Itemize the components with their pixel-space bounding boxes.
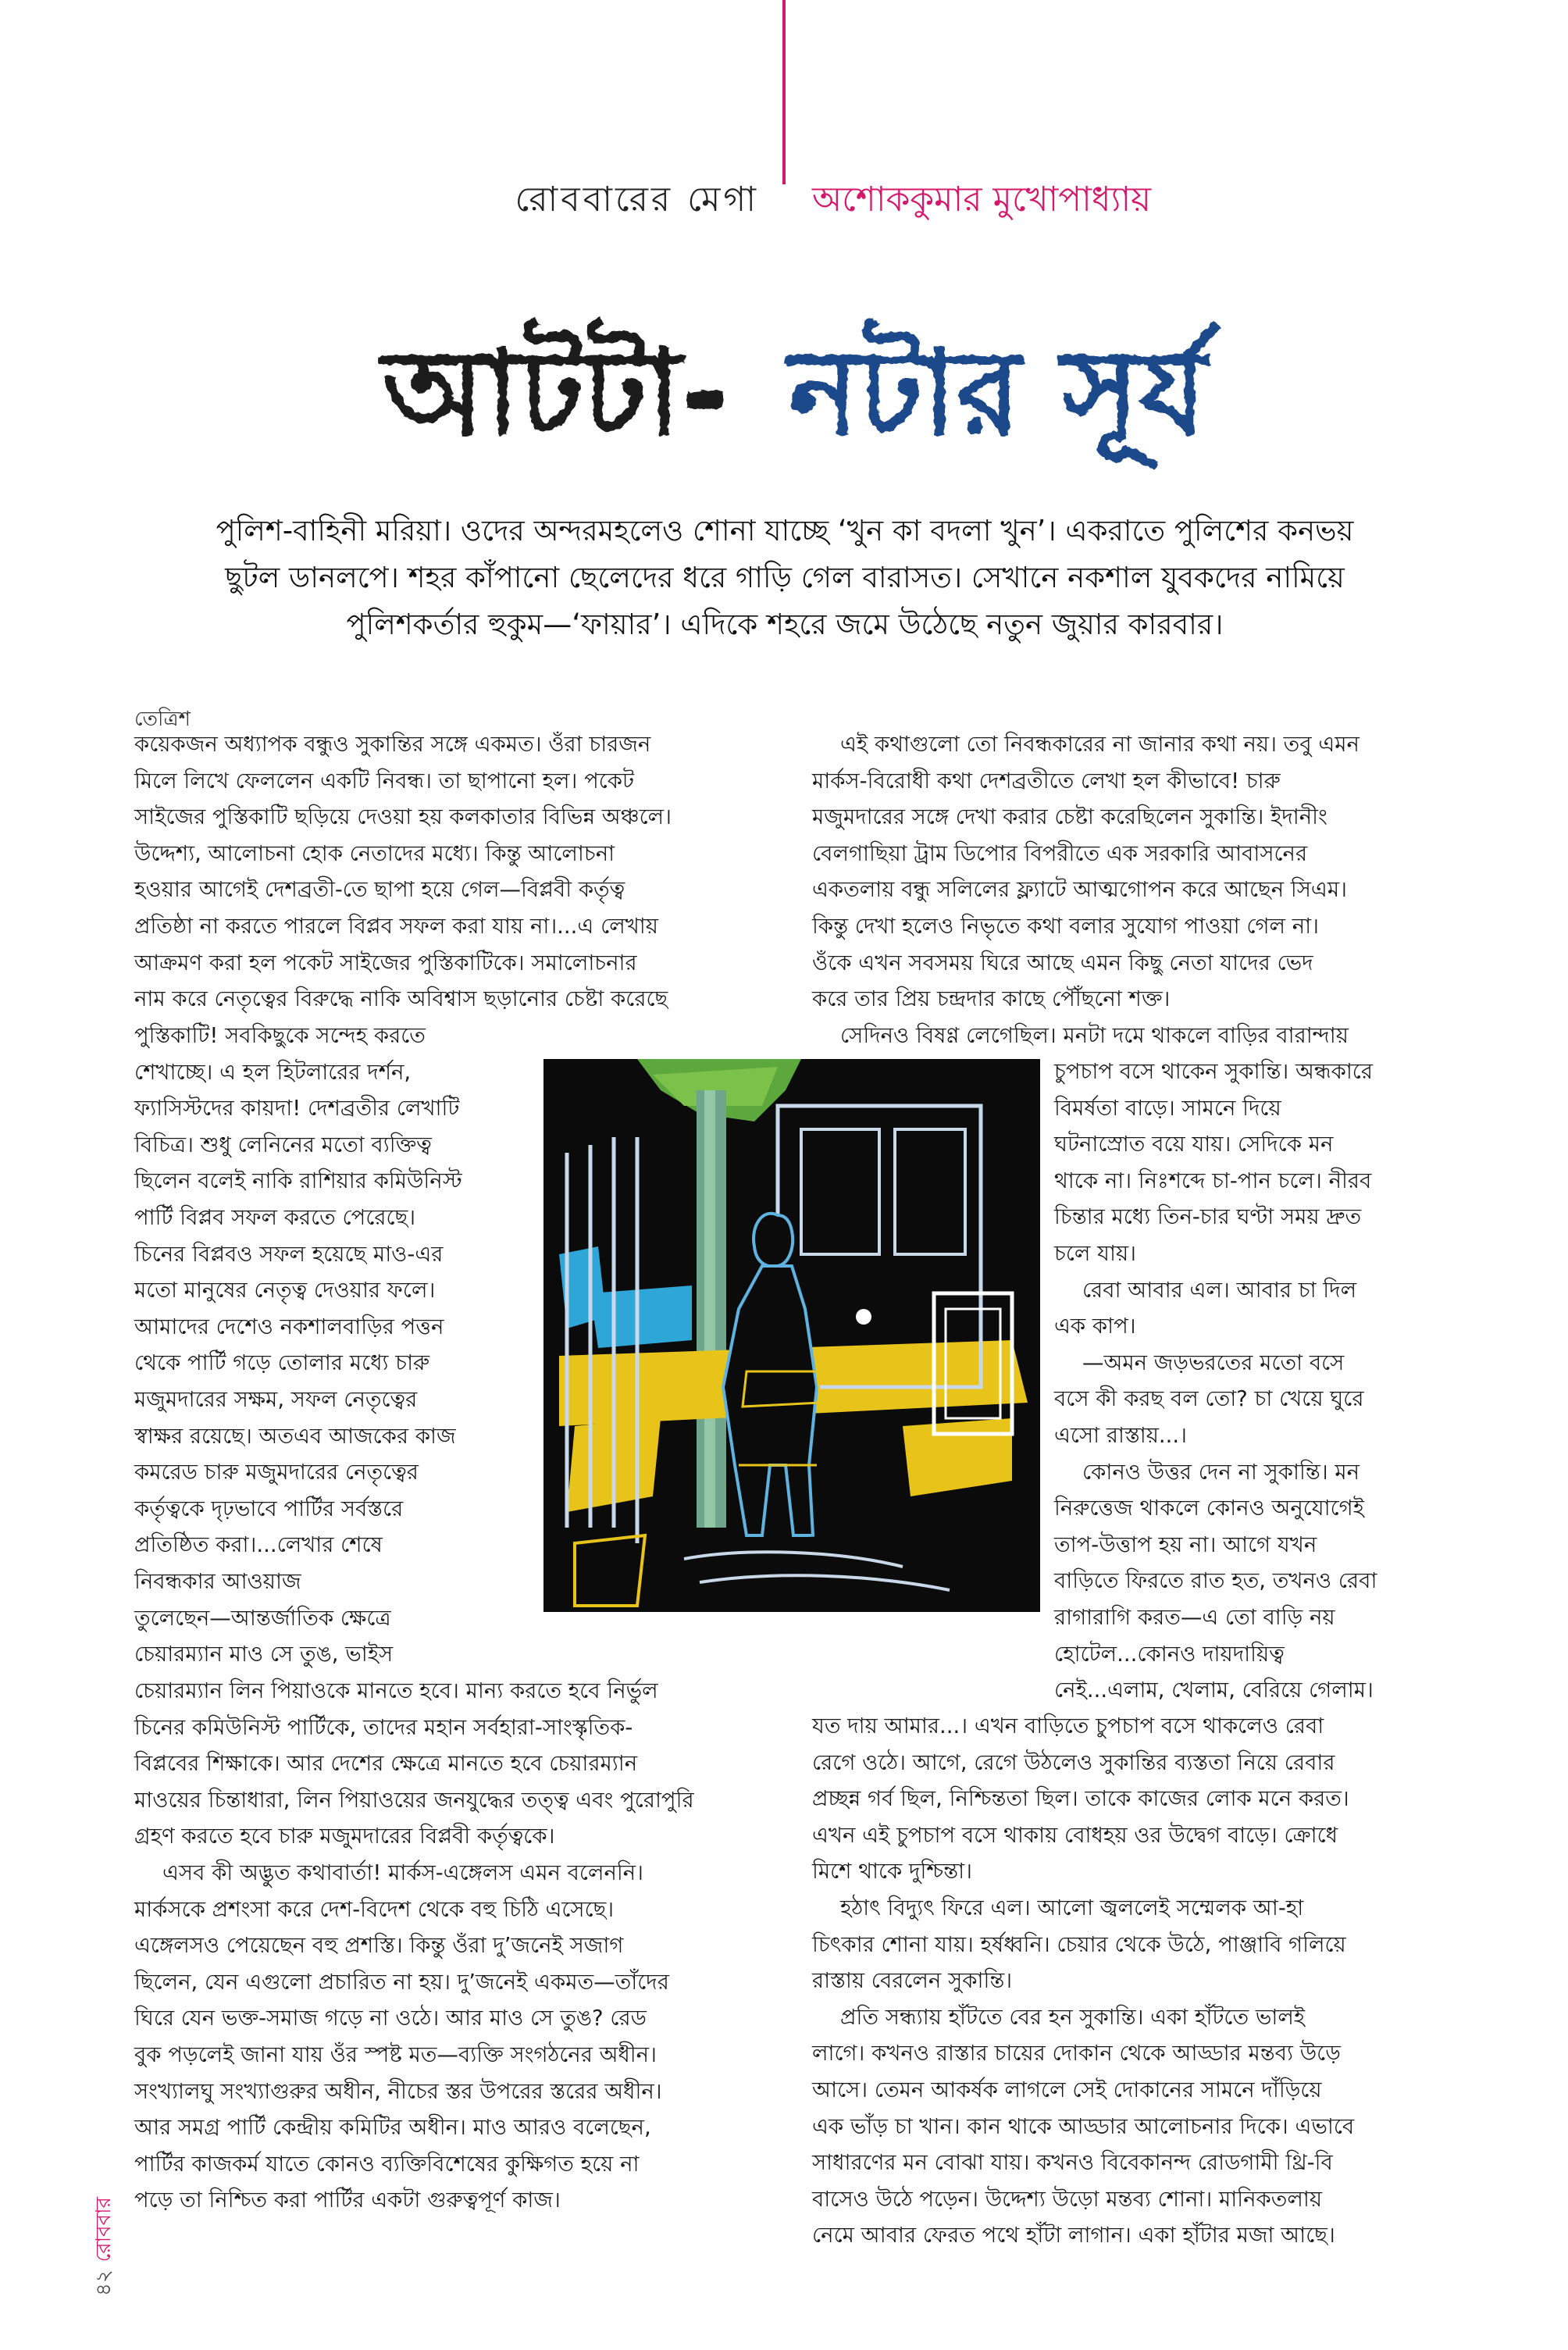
body-line: সংখ্যালঘু সংখ্যাগুরুর অধীন, নীচের স্তর উপরের স্তরের অধীন। [134,2078,662,2104]
body-line: সাইজের পুস্তিকাটি ছড়িয়ে দেওয়া হয় কলকাতার বিভিন্ন অঞ্চলে। [134,804,672,830]
body-line: চলে যায়। [1054,1240,1136,1266]
body-line: পার্টি বিপ্লব সফল করতে পেরেছে। [134,1204,416,1230]
body-line: বিপ্লবের শিক্ষাকে। আর দেশের ক্ষেত্রে মানতে হবে চেয়ারম্যান [134,1751,638,1777]
body-line: গ্রহণ করতে হবে চারু মজুমদারের বিপ্লবী কর্তৃত্বকে। [134,1824,555,1849]
body-line: মজুমদারের সঙ্গে দেখা করার চেষ্টা করেছিলেন সুকান্তি। ইদানীং [812,804,1327,830]
page-number: ৪২ [92,2270,116,2296]
body-line: নেই...এলাম, খেলাম, বেরিয়ে গেলাম। [1054,1678,1374,1703]
body-line: হওয়ার আগেই দেশব্রতী-তে ছাপা হয়ে গেল—বিপ্লবী কর্তৃত্ব [134,877,625,903]
body-line: পুস্তিকাটি! সবকিছুকে সন্দেহ করতে [134,1023,426,1048]
body-line: যত দায় আমার...। এখন বাড়িতে চুপচাপ বসে থাকলেও রেবা [812,1713,1324,1738]
body-line: নিবন্ধকার আওয়াজ [134,1568,301,1594]
title-part-2: নটার সূর্য [789,326,1206,462]
body-line: বেলগাছিয়া ট্রাম ডিপোর বিপরীতে এক সরকারি আবাসনের [812,840,1308,866]
intro-standfirst [117,508,1452,648]
right-column-narrow [1054,1054,1445,1709]
body-line: ঘিরে যেন ভক্ত-সমাজ গড়ে না ওঠে। আর মাও সে তুঙ? রেড [134,2006,647,2031]
body-line: মিশে থাকে দুশ্চিন্তা। [812,1859,972,1885]
body-line: চিন্তার মধ্যে তিন-চার ঘণ্টা সময় দ্রুত [1054,1204,1362,1230]
body-line: নাম করে নেতৃত্বের বিরুদ্ধে নাকি অবিশ্বাস ছড়ানোর চেষ্টা করেছে [134,986,668,1012]
body-line: লাগে। কখনও রাস্তার চায়ের দোকান থেকে আড্ডার মন্তব্য উড়ে [812,2041,1341,2067]
body-line: মজুমদারের সক্ষম, সফল নেতৃত্বের [134,1386,418,1412]
magazine-name: রোববার [92,2197,116,2263]
body-line: নিরুত্তেজ থাকলে কোনও অনুযোগেই [1054,1496,1364,1521]
body-line: এসো রাস্তায়...। [1054,1422,1187,1448]
story-illustration [543,1059,1040,1612]
body-line: কোনও উত্তর দেন না সুকান্তি। মন [1082,1459,1360,1485]
body-line: মার্কসকে প্রশংসা করে দেশ-বিদেশ থেকে বহু চিঠি এসেছে। [134,1896,615,1922]
left-column-bottom [134,1673,759,2219]
intro-line: পুলিশকর্তার হুকুম—‘ফায়ার’। এদিকে শহরে জমে উঠেছে নতুন জুয়ার কারবার। [346,608,1224,641]
body-line: —অমন জড়ভরতের মতো বসে [1082,1350,1345,1375]
right-column-bottom [812,1708,1437,2254]
body-line: বাসেও উঠে পড়েন। উদ্দেশ্য উড়ো মন্তব্য শোনা। মানিকতলায় [812,2186,1323,2212]
body-line: পড়ে তা নিশ্চিত করা পার্টির একটা গুরুত্বপূর্ণ কাজ। [134,2188,561,2213]
body-line: ওঁকে এখন সবসময় ঘিরে আছে এমন কিছু নেতা যাদের ভেদ [812,950,1313,975]
body-line: মাওয়ের চিন্তাধারা, লিন পিয়াওয়ের জনযুদ্ধের তত্ত্ব এবং পুরোপুরি [134,1787,694,1813]
body-line: কর্তৃত্বকে দৃঢ়ভাবে পার্টির সর্বস্তরে [134,1496,404,1521]
body-line: বিচিত্র। শুধু লেনিনের মতো ব্যক্তিত্ব [134,1132,432,1157]
body-line: সাধারণের মন বোঝা যায়। কখনও বিবেকানন্দ রোডগামী থ্রি-বি [812,2150,1333,2176]
author-name: অশোককুমার মুখোপাধ্যায় [812,180,1152,219]
left-column-narrow [134,1018,533,1673]
body-line: করে তার প্রিয় চন্দ্রদার কাছে পৌঁছনো শক্ত। [812,986,1171,1012]
title-part-1: আটটা- [383,326,730,462]
body-line: আমাদের দেশেও নকশালবাড়ির পত্তন [134,1314,444,1339]
body-line: চিৎকার শোনা যায়। হর্ষধ্বনি। চেয়ার থেকে উঠে, পাঞ্জাবি গলিয়ে [812,1931,1346,1957]
body-line: হঠাৎ বিদ্যুৎ ফিরে এল। আলো জ্বললেই সম্মেলক আ-হা [840,1895,1304,1920]
intro-line: ছুটল ডানলপে। শহর কাঁপানো ছেলেদের ধরে গাড়ি গেল বারাসত। সেখানে নকশাল যুবকদের নামিয়ে [225,561,1345,594]
body-line: পার্টির কাজকর্ম যাতে কোনও ব্যক্তিবিশেষের কুক্ষিগত হয়ে না [134,2151,640,2177]
body-line: আসে। তেমন আকর্ষক লাগলে সেই দোকানের সামনে দাঁড়িয়ে [812,2077,1322,2102]
body-line: ছিলেন বলেই নাকি রাশিয়ার কমিউনিস্ট [134,1168,462,1194]
body-line: তুলেছেন—আন্তর্জাতিক ক্ষেত্রে [134,1605,391,1631]
body-line: শেখাচ্ছে। এ হল হিটলারের দর্শন, [134,1059,412,1085]
series-name: রোববারের মেগা [515,180,759,219]
body-line: বাড়িতে ফিরতে রাত হত, তখনও রেবা [1054,1568,1377,1594]
body-line: বিমর্ষতা বাড়ে। সামনে দিয়ে [1054,1095,1281,1121]
body-line: সেদিনও বিষণ্ণ লেগেছিল। মনটা দমে থাকলে বাড়ির বারান্দায় [840,1022,1349,1048]
intro-line: পুলিশ-বাহিনী মরিয়া। ওদের অন্দরমহলেও শোনা যাচ্ছে ‘খুন কা বদলা খুন’। একরাতে পুলিশের কনভয় [216,514,1354,547]
body-line: তাপ-উত্তাপ হয় না। আগে যখন [1054,1532,1317,1557]
body-line: এক ভাঁড় চা খান। কান থাকে আড্ডার আলোচনার দিকে। এভাবে [812,2113,1355,2139]
right-column-top [812,726,1437,1054]
body-line: চেয়ারম্যান মাও সে তুঙ, ভাইস [134,1642,394,1667]
body-line: কয়েকজন অধ্যাপক বন্ধুও সুকান্তির সঙ্গে একমত। ওঁরা চারজন [134,732,651,757]
body-line: রাগারাগি করত—এ তো বাড়ি নয় [1054,1604,1335,1630]
body-line: এঙ্গেলসও পেয়েছেন বহু প্রশস্তি। কিন্তু ওঁরা দু’জনেই সজাগ [134,1933,624,1959]
body-line: নেমে আবার ফেরত পথে হাঁটা লাগান। একা হাঁটার মজা আছে। [812,2223,1335,2248]
body-line: রাস্তায় বেরলেন সুকান্তি। [812,1968,1013,1994]
page-folio [87,2171,119,2296]
header [0,173,1568,228]
body-line: হোটেল...কোনও দায়দায়িত্ব [1054,1641,1285,1667]
body-line: ছিলেন, যেন এগুলো প্রচারিত না হয়। দু’জনেই একমত—তাঁদের [134,1969,669,1995]
left-column-top [134,726,759,1018]
body-line: এখন এই চুপচাপ বসে থাকায় বোধহয় ওর উদ্বেগ বাড়ে। ক্রোধে [812,1822,1338,1848]
body-line: ঘটনাস্রোত বয়ে যায়। সেদিকে মন [1054,1132,1334,1157]
body-line: বুক পড়লেই জানা যায় ওঁর স্পষ্ট মত—ব্যক্তি সংগঠনের অধীন। [134,2042,657,2067]
body-line: থেকে পার্টি গড়ে তোলার মধ্যে চারু [134,1350,430,1376]
body-line: এই কথাগুলো তো নিবন্ধকারের না জানার কথা নয়। তবু এমন [840,732,1360,757]
body-line: মার্কস-বিরোধী কথা দেশব্রতীতে লেখা হল কীভাবে! চারু [812,768,1281,793]
body-line: রেবা আবার এল। আবার চা দিল [1082,1277,1357,1303]
header-divider [782,0,786,184]
body-line: চিনের কমিউনিস্ট পার্টিকে, তাদের মহান সর্বহারা-সাংস্কৃতিক- [134,1714,633,1740]
chapter-number: তেত্রিশ [134,708,191,731]
body-line: থাকে না। নিঃশব্দে চা-পান চলে। নীরব [1054,1168,1372,1193]
body-line: এসব কী অদ্ভুত কথাবার্তা! মার্কস-এঙ্গেলস এমন বলেননি। [162,1860,643,1885]
body-line: কমরেড চারু মজুমদারের নেতৃত্বের [134,1460,419,1485]
story-title [367,273,1242,484]
body-line: ফ্যাসিস্টদের কায়দা! দেশব্রতীর লেখাটি [134,1096,460,1122]
body-line: কিন্তু দেখা হলেও নিভৃতে কথা বলার সুযোগ পাওয়া গেল না। [812,913,1319,939]
body-line: আক্রমণ করা হল পকেট সাইজের পুস্তিকাটিকে। সমালোচনার [134,950,637,975]
body-line: আর সমগ্র পার্টি কেন্দ্রীয় কমিটির অধীন। মাও আরও বলেছেন, [134,2115,651,2141]
body-line: মিলে লিখে ফেললেন একটি নিবন্ধ। তা ছাপানো হল। পকেট [134,768,635,793]
body-line: চেয়ারম্যান লিন পিয়াওকে মানতে হবে। মান্য করতে হবে নির্ভুল [134,1678,658,1703]
body-line: রেগে ওঠে। আগে, রেগে উঠলেও সুকান্তির ব্যস্ততা নিয়ে রেবার [812,1749,1335,1775]
body-line: উদ্দেশ্য, আলোচনা হোক নেতাদের মধ্যে। কিন্তু আলোচনা [134,840,615,866]
body-line: প্রতিষ্ঠা না করতে পারলে বিপ্লব সফল করা যায় না।...এ লেখায় [134,913,658,939]
body-line: একতলায় বন্ধু সলিলের ফ্ল্যাটে আত্মগোপন করে আছেন সিএম। [812,877,1347,903]
body-line: স্বাক্ষর রয়েছে। অতএব আজকের কাজ [134,1423,456,1449]
body-line: মতো মানুষের নেতৃত্ব দেওয়ার ফলে। [134,1278,436,1303]
body-line: বসে কী করছ বল তো? চা খেয়ে ঘুরে [1054,1386,1364,1412]
body-line: প্রচ্ছন্ন গর্ব ছিল, নিশ্চিন্ততা ছিল। তাকে কাজের লোক মনে করত। [812,1786,1349,1812]
body-line: চুপচাপ বসে থাকেন সুকান্তি। অন্ধকারে [1054,1059,1373,1084]
body-line: চিনের বিপ্লবও সফল হয়েছে মাও-এর [134,1241,444,1267]
body-line: এক কাপ। [1054,1314,1136,1339]
body-line: প্রতিষ্ঠিত করা।...লেখার শেষে [134,1532,383,1558]
body-line: প্রতি সন্ধ্যায় হাঁটতে বের হন সুকান্তি। একা হাঁটতে ভালই [840,2004,1306,2030]
